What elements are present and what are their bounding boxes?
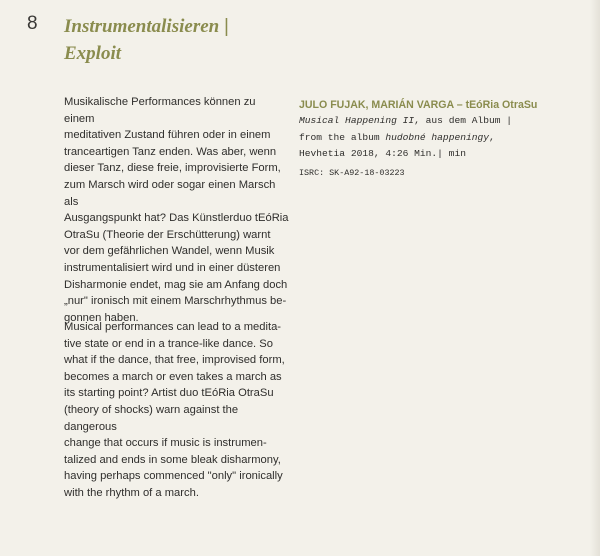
description-german: Musikalische Performances können zu einem meditativen Zustand führen oder in einem tranceartigen Tanz enden. Was aber, wenn dieser Tanz, diese freie, improvisierte Form, zum Marsch wird oder sogar einen Marsch als Ausgangspunkt hat? Das Künstlerduo tEóRia OtraSu (Theorie der Erschütterung) warnt vor dem gefährlichen Wandel, wenn Musik instrumentalisiert wird und in einer düsteren Disharmonie endet, mag sie am Anfang doch „nur" ironisch mit einem Marschrhythmus be- gonnen haben. [64,96,289,324]
credit-artists: JULO FUJAK, MARIÁN VARGA – tEóRia OtraSu [299,99,538,111]
credit-album-title: hudobné happeningy [385,131,489,143]
credit-isrc: ISRC: SK-A92-18-03223 [299,167,405,178]
credit-work-line [299,113,589,130]
credit-label-line: Hevhetia 2018, 4:26 Min.| min [299,148,466,159]
description-english: Musical performances can lead to a medita- tive state or end in a trance-like dance. So what if the dance, that free, improvised form, becomes a march or even takes a march as its starting point? Artist duo tEóRia OtraSu (theory of shocks) warn against the dangerous change that occurs if music is instrumen- talized and ends in some bleak disharmony, having perhaps commenced "only" ironically with the rhythm of a march. [64,321,285,499]
credit-from-en: from the album [299,131,386,143]
credit-album-line: from the album hudobné happeningy, [299,131,495,143]
page-edge [590,0,600,556]
title-separator: | [223,16,229,37]
credit-work-title: Musical Happening II [299,115,415,126]
track-number: 8 [27,13,38,34]
track-title-de: Instrumentalisieren [64,16,220,37]
track-title [64,13,229,67]
track-credits [299,97,589,181]
track-title-en: Exploit [64,43,122,64]
credit-from-de: , aus dem Album | [414,115,513,126]
